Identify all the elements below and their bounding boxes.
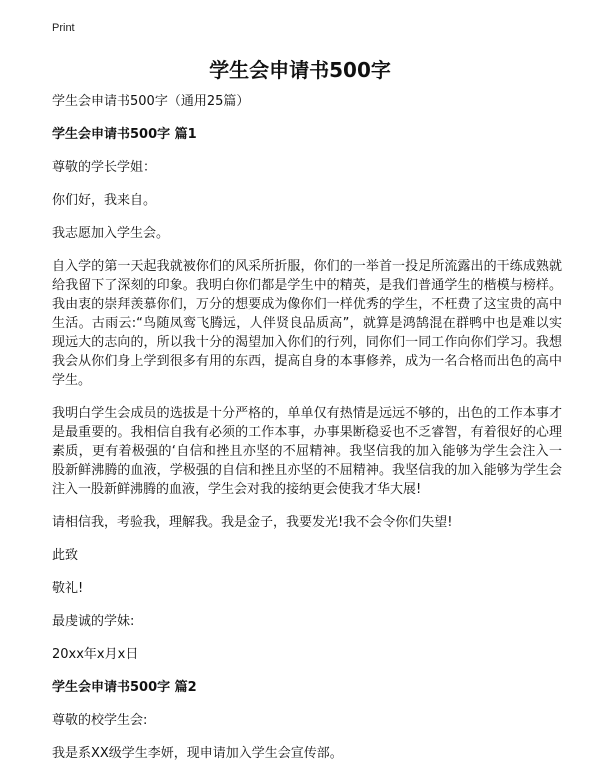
section-heading-2: 学生会申请书500字 篇2 — [52, 680, 197, 695]
document-subtitle: 学生会申请书500字（通用25篇） — [52, 94, 250, 109]
print-link[interactable]: Print — [52, 22, 75, 34]
document-title: 学生会申请书500字 — [209, 58, 391, 82]
date-line: 20xx年x月x日 — [52, 647, 139, 662]
document-body — [52, 92, 562, 777]
closing-line: 敬礼! — [52, 581, 84, 596]
signature: 最虔诚的学妹: — [52, 614, 135, 629]
salutation: 尊敬的校学生会: — [52, 713, 148, 728]
salutation: 尊敬的学长学姐： — [52, 160, 157, 175]
closing-line: 此致 — [52, 548, 79, 563]
intent-statement: 我志愿加入学生会。 — [52, 226, 170, 241]
section-heading-1: 学生会申请书500字 篇1 — [52, 127, 197, 142]
body-paragraph: 我是系XX级学生李妍，现申请加入学生会宣传部。 — [52, 746, 343, 761]
body-paragraph: 请相信我，考验我，理解我。我是金子，我要发光!我不会令你们失望! — [52, 515, 453, 530]
greeting: 你们好，我来自。 — [52, 193, 157, 208]
body-paragraph: 我明白学生会成员的选拔是十分严格的，单单仅有热情是远远不够的，出色的工作本事才是最重要的。我相信自我有必须的工作本事，办事果断稳妥也不乏睿智，有着很好的心理素质，更有着极强的‘自信和挫且亦坚的不屈精神。我坚信我的加入能够为学生会注入一股新鲜沸腾的血液，学极强的自信和挫且亦坚的不屈精神。我坚信我的加入能够为学生会注入一股新鲜沸腾的血液，学生会对我的接纳更会使我才华大展! — [52, 406, 562, 497]
body-paragraph: 自入学的第一天起我就被你们的风采所折服，你们的一举首一投足所流露出的干练成熟就给我留下了深刻的印象。我明白你们都是学生中的精英，是我们普通学生的楷模与榜样。我由衷的崇拜羡慕你们，万分的想要成为像你们一样优秀的学生，不枉费了这宝贵的高中生活。古雨云:“鸟随凤鸾飞腾远，人伴贤良品质高”，就算是鸿鹄混在群鸭中也是难以实现远大的志向的，所以我十分的渴望加入你们的行列，同你们一同工作向你们学习。我想我会从你们身上学到很多有用的东西，提高自身的本事修养，成为一名合格而出色的高中学生。 — [52, 259, 562, 388]
